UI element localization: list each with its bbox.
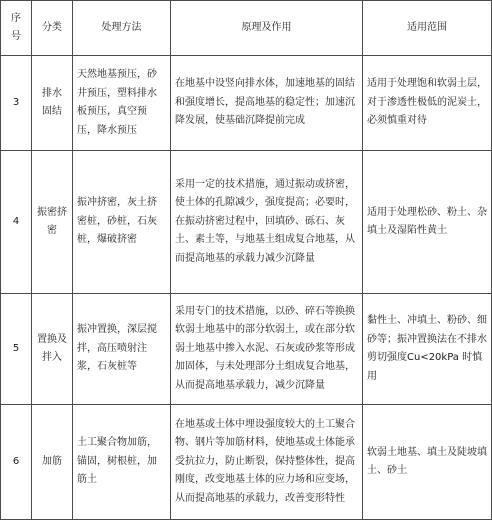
row-method: 天然地基预压，砂井预压，塑料排水板预压，真空预压，降水预压	[73, 56, 171, 151]
row-number: 5	[1, 294, 32, 405]
row-scope: 软弱土地基、填土及陡坡填土、砂土	[363, 405, 492, 520]
row-principle: 在地基或土体中埋设强度较大的土工聚合物、钢片等加筋材料，使地基或土体能承受抗拉力，防止断裂，保持整体性，提高刚度，改变地基土体的应力场和应变场，从而提高地基的承载力，改善变形特性	[171, 405, 363, 520]
header-index: 序 号	[1, 1, 32, 56]
table-row	[1, 405, 492, 520]
row-scope: 适用于处理饱和软弱土层，对于渗透性极低的泥炭土，必须慎重对待	[363, 56, 492, 151]
row-principle: 在地基中设竖向排水体，加速地基的固结和强度增长，提高地基的稳定性；加速沉降发展，使基础沉降提前完成	[171, 56, 363, 151]
header-scope: 适用范围	[363, 1, 492, 56]
row-number: 6	[1, 405, 32, 520]
row-method: 土工聚合物加筋，锚固，树根桩，加筋土	[73, 405, 171, 520]
row-scope: 黏性土、冲填土、粉砂、细砂等；振冲置换法在不排水剪切强度Cu<20kPa 时慎用	[363, 294, 492, 405]
row-number: 3	[1, 56, 32, 151]
row-number: 4	[1, 151, 32, 294]
row-method: 振冲挤密，灰土挤密桩，砂桩，石灰桩，爆破挤密	[73, 151, 171, 294]
row-category: 排水 固结	[32, 56, 73, 151]
header-principle: 原理及作用	[171, 1, 363, 56]
table-row	[1, 56, 492, 151]
table-header-row	[1, 1, 492, 56]
table-row	[1, 151, 492, 294]
row-principle: 采用专门的技术措施，以砂、碎石等换换软弱土地基中的部分软弱土，或在部分软弱土地基中掺入水泥、石灰或砂浆等形成加固体，与未处理部分土组成复合地基，从而提高地基承载力，减少沉降量	[171, 294, 363, 405]
row-scope: 适用于处理松砂、粉土、杂填土及湿陷性黄土	[363, 151, 492, 294]
row-method: 振冲置换，深层搅拌，高压喷射注浆，石灰桩等	[73, 294, 171, 405]
header-category: 分类	[32, 1, 73, 56]
table-row	[1, 294, 492, 405]
row-principle: 采用一定的技术措施，通过振动或挤密，使土体的孔隙减少，强度提高；必要时，在振动挤密过程中，回填砂、砾石、灰土、素土等，与地基土组成复合地基，从而提高地基的承载力减少沉降量	[171, 151, 363, 294]
row-category: 振密挤 密	[32, 151, 73, 294]
row-category: 置换及 拌入	[32, 294, 73, 405]
header-method: 处理方法	[73, 1, 171, 56]
row-category: 加筋	[32, 405, 73, 520]
